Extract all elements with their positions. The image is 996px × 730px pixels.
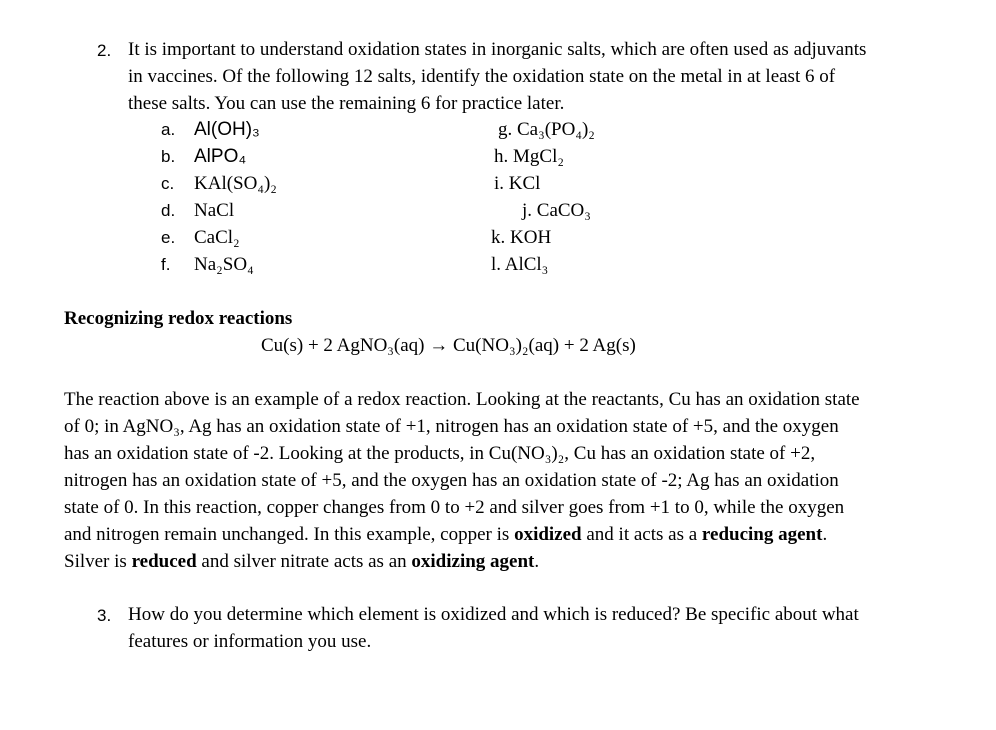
- question-2-line-2: in vaccines. Of the following 12 salts, identify the oxidation state on the metal in at least 6 of: [128, 66, 836, 87]
- list-item-value: Al(OH)₃: [194, 119, 260, 140]
- list-item-label: d.: [161, 201, 176, 220]
- text-run: and it acts as a: [581, 524, 702, 545]
- list-item-label: b.: [161, 147, 176, 166]
- list-item: l. AlCl₃: [491, 254, 549, 275]
- reaction-equation: Cu(s) + 2 AgNO₃(aq) → Cu(NO₃)₂(aq) + 2 Ag(s): [261, 335, 636, 356]
- list-item-value: Na₂SO₄: [194, 254, 254, 275]
- text-run: .: [534, 551, 540, 572]
- list-item: i. KCl: [494, 173, 541, 194]
- list-item: j. CaCO₃: [522, 200, 591, 221]
- list-item-label: a.: [161, 120, 176, 139]
- list-item-value: AlPO₄: [194, 146, 247, 167]
- paragraph-line: state of 0. In this reaction, copper changes from 0 to +2 and silver goes from +1 to 0, while the oxygen: [64, 497, 845, 518]
- section-heading: Recognizing redox reactions: [64, 308, 293, 329]
- question-2-line-1: It is important to understand oxidation states in inorganic salts, which are often used as adjuvants: [128, 39, 867, 60]
- question-3-number: 3.: [97, 606, 112, 625]
- paragraph-line: [64, 521, 979, 548]
- question-2-number: 2.: [97, 41, 112, 60]
- list-item-value: KAl(SO₄)₂: [194, 173, 277, 194]
- paragraph-line: The reaction above is an example of a redox reaction. Looking at the reactants, Cu has an oxidation state: [64, 389, 860, 410]
- list-item: g. Ca₃(PO₄)₂: [498, 119, 595, 140]
- text-run: and silver nitrate acts as an: [196, 551, 412, 572]
- list-item-label: f.: [161, 255, 171, 274]
- list-item: k. KOH: [491, 227, 552, 248]
- text-run: .: [822, 524, 828, 545]
- bold-term-oxidized: oxidized: [514, 524, 582, 545]
- bold-term-reducing-agent: reducing agent: [701, 524, 823, 545]
- paragraph-line: of 0; in AgNO₃, Ag has an oxidation state of +1, nitrogen has an oxidation state of +5, and the oxygen: [64, 416, 839, 437]
- list-item-value: NaCl: [194, 200, 235, 221]
- list-item: h. MgCl₂: [494, 146, 564, 167]
- paragraph-line: nitrogen has an oxidation state of +5, and the oxygen has an oxidation state of -2; Ag has an oxidation: [64, 470, 839, 491]
- paragraph-line: has an oxidation state of -2. Looking at the products, in Cu(NO₃)₂, Cu has an oxidation state of +2,: [64, 443, 816, 464]
- list-item-label: e.: [161, 228, 176, 247]
- text-run: Silver is: [64, 551, 132, 572]
- question-3-line-1: How do you determine which element is oxidized and which is reduced? Be specific about what: [128, 604, 859, 625]
- bold-term-reduced: reduced: [131, 551, 197, 572]
- text-run: and nitrogen remain unchanged. In this example, copper is: [64, 524, 515, 545]
- question-2-line-3: these salts. You can use the remaining 6 for practice later.: [128, 93, 565, 114]
- list-item-value: CaCl₂: [194, 227, 240, 248]
- question-3-line-2: features or information you use.: [128, 631, 372, 652]
- bold-term-oxidizing-agent: oxidizing agent: [411, 551, 535, 572]
- paragraph-line: [64, 548, 979, 575]
- list-item-label: c.: [161, 174, 175, 193]
